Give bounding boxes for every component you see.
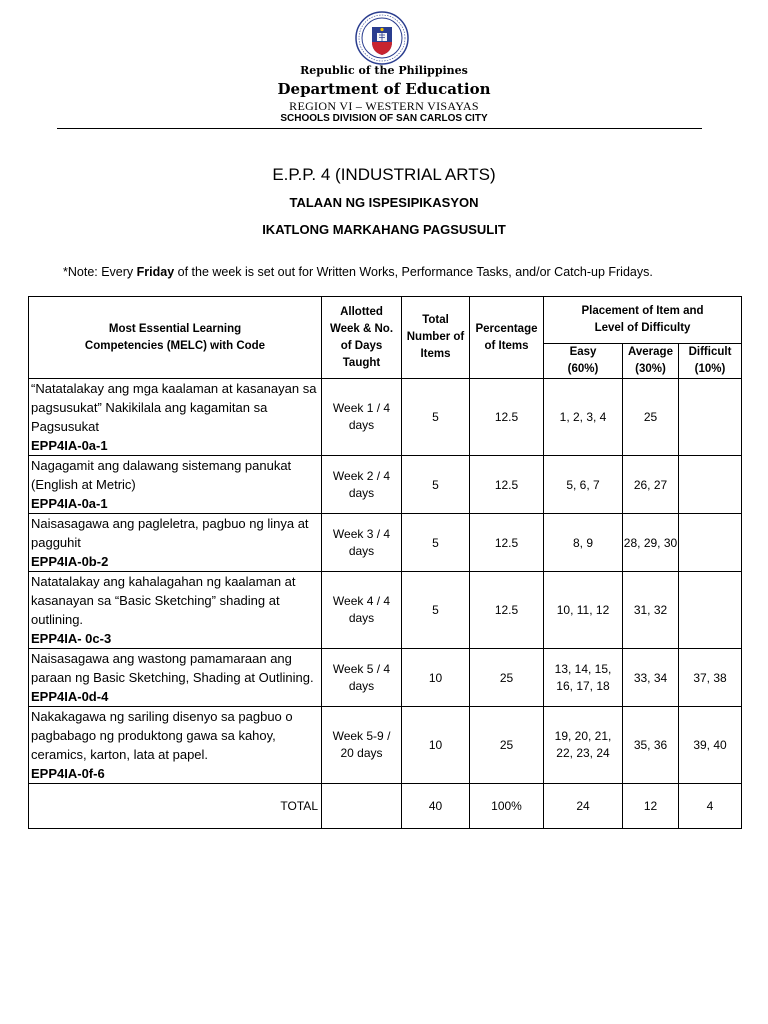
melc-cell [29,707,322,784]
week-cell: Week 5-9 / 20 days [322,707,402,784]
melc-code: EPP4IA-0b-2 [31,554,109,569]
total-cell: 10 [402,707,470,784]
total-cell: 5 [402,379,470,456]
melc-code: EPP4IA-0d-4 [31,689,109,704]
specification-table [28,296,742,829]
total-cell: 10 [402,649,470,707]
friday-note [63,265,653,279]
difficult-cell [679,572,742,649]
average-cell: 25 [623,379,679,456]
difficult-cell [679,514,742,572]
average-cell: 26, 27 [623,456,679,514]
total-average: 12 [623,784,679,829]
melc-cell [29,456,322,514]
melc-text: Natatalakay ang kahalagahan ng kaalaman at kasanayan sa “Basic Sketching” shading at outlining. [31,574,296,627]
average-cell: 35, 36 [623,707,679,784]
percent-cell: 25 [470,649,544,707]
header-average: Average (30%) [623,344,679,379]
average-cell: 28, 29, 30 [623,514,679,572]
melc-text: Naisasagawa ang wastong pamamaraan ang paraan ng Basic Sketching, Shading at Outlining. [31,651,314,685]
melc-text: Naisasagawa ang pagleletra, pagbuo ng linya at pagguhit [31,516,309,550]
melc-text: Nakakagawa ng sariling disenyo sa pagbuo o pagbabago ng produktong gawa sa kahoy, ceramics, karton, lata at papel. [31,709,293,762]
melc-code: EPP4IA- 0c-3 [31,631,112,646]
total-week-cell [322,784,402,829]
easy-cell: 8, 9 [544,514,623,572]
week-cell: Week 3 / 4 days [322,514,402,572]
table-row [29,514,742,572]
easy-cell: 1, 2, 3, 4 [544,379,623,456]
header-total: Total Number of Items [402,297,470,379]
total-cell: 5 [402,572,470,649]
document-subtitle-2: IKATLONG MARKAHANG PAGSUSULIT [262,222,506,237]
table-row [29,572,742,649]
region-heading: REGION VI – WESTERN VISAYAS [289,99,479,113]
note-suffix: of the week is set out for Written Works, Performance Tasks, and/or Catch-up Fridays. [174,265,653,279]
note-bold: Friday [136,265,175,279]
melc-code: EPP4IA-0a-1 [31,438,108,453]
table-row [29,456,742,514]
week-cell: Week 2 / 4 days [322,456,402,514]
average-cell: 31, 32 [623,572,679,649]
header-difficult: Difficult (10%) [679,344,742,379]
table-row [29,707,742,784]
average-cell: 33, 34 [623,649,679,707]
document-title: E.P.P. 4 (INDUSTRIAL ARTS) [272,165,496,184]
percent-cell: 12.5 [470,456,544,514]
header-percent: Percentage of Items [470,297,544,379]
easy-cell: 5, 6, 7 [544,456,623,514]
header-easy: Easy (60%) [544,344,623,379]
percent-cell: 25 [470,707,544,784]
difficult-cell: 39, 40 [679,707,742,784]
header-week: Allotted Week & No. of Days Taught [322,297,402,379]
totals-row [29,784,742,829]
percent-cell: 12.5 [470,514,544,572]
week-cell: Week 5 / 4 days [322,649,402,707]
melc-cell [29,649,322,707]
difficult-cell: 37, 38 [679,649,742,707]
table-row [29,379,742,456]
week-cell: Week 1 / 4 days [322,379,402,456]
header-placement: Placement of Item and Level of Difficulty [544,297,742,344]
percent-cell: 12.5 [470,379,544,456]
total-items: 40 [402,784,470,829]
melc-code: EPP4IA-0f-6 [31,766,105,781]
total-cell: 5 [402,456,470,514]
total-cell: 5 [402,514,470,572]
week-cell: Week 4 / 4 days [322,572,402,649]
total-easy: 24 [544,784,623,829]
total-difficult: 4 [679,784,742,829]
melc-text: “Natatalakay ang mga kaalaman at kasanayan sa pagsusukat” Nakikilala ang kagamitan sa Pagsusukat [31,381,317,434]
difficult-cell [679,379,742,456]
note-prefix: *Note: Every [63,265,137,279]
header-divider [57,128,702,129]
header-melc: Most Essential Learning Competencies (MELC) with Code [29,297,322,379]
deped-seal-icon [355,11,409,65]
easy-cell: 10, 11, 12 [544,572,623,649]
table-row [29,649,742,707]
easy-cell: 13, 14, 15, 16, 17, 18 [544,649,623,707]
division-heading: SCHOOLS DIVISION OF SAN CARLOS CITY [280,113,488,124]
melc-cell [29,572,322,649]
total-label: TOTAL [29,784,322,829]
easy-cell: 19, 20, 21, 22, 23, 24 [544,707,623,784]
difficult-cell [679,456,742,514]
total-percent: 100% [470,784,544,829]
melc-cell [29,379,322,456]
document-subtitle-1: TALAAN NG ISPESIPIKASYON [289,195,479,210]
republic-heading: Republic of the Philippines [300,64,468,77]
department-heading: Department of Education [277,80,491,98]
melc-text: Nagagamit ang dalawang sistemang panukat (English at Metric) [31,458,292,492]
melc-code: EPP4IA-0a-1 [31,496,108,511]
melc-cell [29,514,322,572]
percent-cell: 12.5 [470,572,544,649]
